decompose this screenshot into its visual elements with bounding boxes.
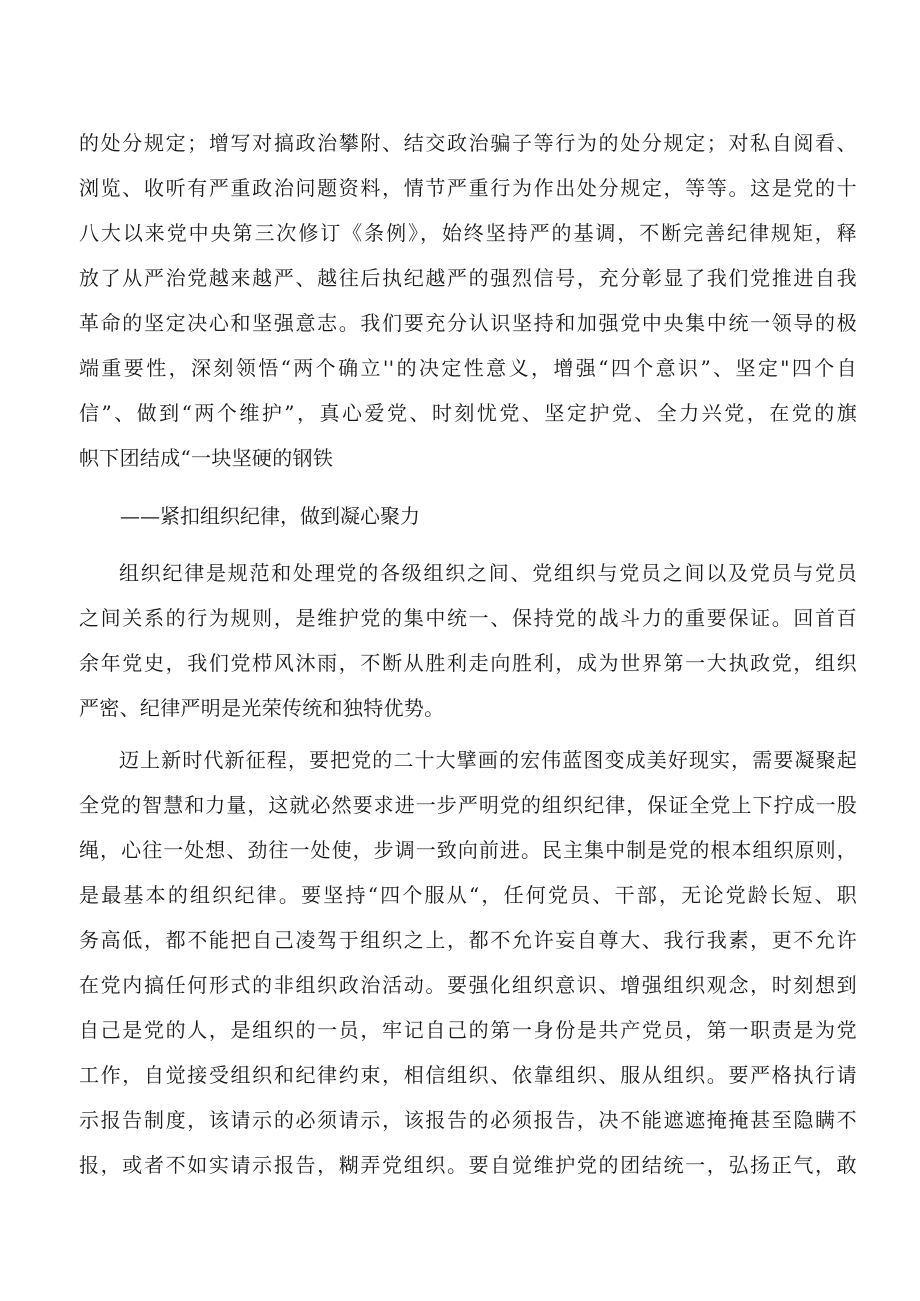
paragraph-3-line: 迈上新时代新征程，要把党的二十大擘画的宏伟蓝图变成美好现实，需要凝聚起 xyxy=(119,748,857,772)
paragraph-3-line: 在党内搞任何形式的非组织政治活动。要强化组织意识、增强组织观念，时刻想到 xyxy=(79,973,857,997)
paragraph-3-line: 示报告制度，该请示的必须请示，该报告的必须报告，决不能遮遮掩掩甚至隐瞒不 xyxy=(79,1108,857,1132)
paragraph-3-line: 绳，心往一处想、劲往一处使，步调一致向前进。民主集中制是党的根本组织原则， xyxy=(79,838,857,862)
paragraph-2 xyxy=(79,551,857,731)
paragraph-1-line: 端重要性，深刻领悟“两个确立''的决定性意义，增强“四个意识”、坚定"四个自 xyxy=(79,356,857,380)
paragraph-3-line: 工作，自觉接受组织和纪律约束，相信组织、依靠组织、服从组织。要严格执行请 xyxy=(79,1063,857,1087)
paragraph-1-line: 放了从严治党越来越严、越往后执纪越严的强烈信号，充分彰显了我们党推进自我 xyxy=(79,266,857,290)
paragraph-3-line: 务高低，都不能把自己凌驾于组织之上，都不允许妄自尊大、我行我素，更不允许 xyxy=(79,928,857,952)
paragraph-1-line: 革命的坚定决心和坚强意志。我们要充分认识坚持和加强党中央集中统一领导的极 xyxy=(79,311,857,335)
paragraph-3-line: 是最基本的组织纪律。要坚持“四个服从“，任何党员、干部，无论党龄长短、职 xyxy=(79,883,857,907)
paragraph-3-line: 报，或者不如实请示报告，糊弄党组织。要自觉维护党的团结统一，弘扬正气，敢 xyxy=(79,1153,857,1177)
paragraph-1-line: 的处分规定；增写对搞政治攀附、结交政治骗子等行为的处分规定；对私自阅看、 xyxy=(79,131,857,155)
paragraph-2-line: 组织纪律是规范和处理党的各级组织之间、党组织与党员之间以及党员与党员 xyxy=(119,561,857,585)
paragraph-3-line: 全党的智慧和力量，这就必然要求进一步严明党的组织纪律，保证全党上下拧成一股 xyxy=(79,793,857,817)
paragraph-2-line: 严密、纪律严明是光荣传统和独特优势。 xyxy=(79,696,445,720)
paragraph-3 xyxy=(79,738,857,1188)
paragraph-1-line: 帜下团结成“一块坚硬的钢铁 xyxy=(79,446,334,470)
paragraph-1 xyxy=(79,121,857,481)
section-subheading: ——紧扣组织纪律，做到凝心聚力 xyxy=(120,504,420,528)
paragraph-1-line: 信”、做到“两个维护”，真心爱党、时刻忧党、坚定护党、全力兴党，在党的旗 xyxy=(79,401,857,425)
paragraph-2-line: 余年党史，我们党栉风沐雨，不断从胜利走向胜利，成为世界第一大执政党，组织 xyxy=(79,651,857,675)
paragraph-3-line: 自己是党的人，是组织的一员，牢记自己的第一身份是共产党员，第一职责是为党 xyxy=(79,1018,857,1042)
paragraph-1-line: 八大以来党中央第三次修订《条例》，始终坚持严的基调，不断完善纪律规矩，释 xyxy=(79,221,857,245)
paragraph-1-line: 浏览、收听有严重政治问题资料，情节严重行为作出处分规定，等等。这是党的十 xyxy=(79,176,857,200)
paragraph-2-line: 之间关系的行为规则，是维护党的集中统一、保持党的战斗力的重要保证。回首百 xyxy=(79,606,857,630)
